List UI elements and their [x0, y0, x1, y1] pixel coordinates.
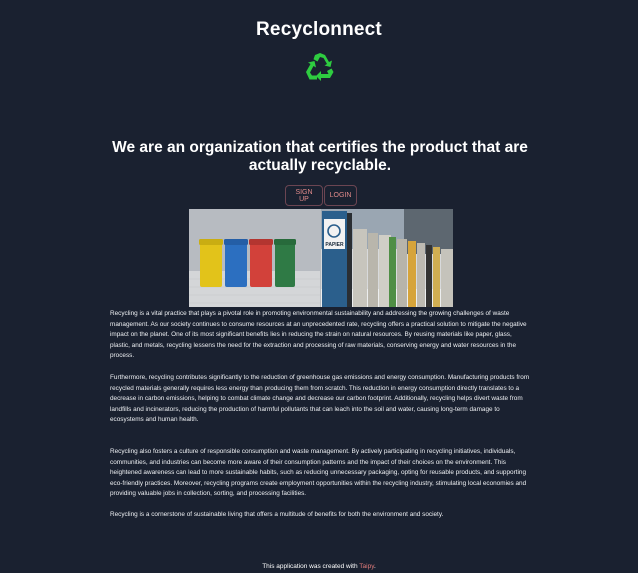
auth-buttons	[285, 185, 357, 206]
taipy-link[interactable]: Taipy	[359, 563, 374, 570]
bin-label: PAPIER	[325, 242, 344, 248]
signup-button[interactable]: SIGN UP	[285, 185, 323, 206]
recycling-bins-illustration	[189, 209, 453, 307]
paragraph: Recycling is a cornerstone of sustainable living that offers a multitude of benefits for both the environment and society.	[110, 511, 444, 518]
site-title: Recyclonnect	[256, 19, 382, 40]
login-button[interactable]: LOGIN	[324, 185, 357, 206]
recycle-icon	[303, 52, 337, 84]
paragraph: Recycling also fosters a culture of responsible consumption and waste management. By actively participating in recycling initiatives, individuals, communities, and industries can become more aware of their consumption patterns and the impact of their choices on the environment. This heightened awareness can lead to more sustainable habits, such as reducing unnecessary packaging, opting for reusable products, and supporting eco-friendly practices. Moreover, recycling programs create employment opportunities within the recycling industry, stimulating local economies and providing valuable jobs in collection, sorting, and processing facilities.	[110, 448, 527, 497]
hero-headline: We are an organization that certifies the product that are actually recyclable.	[112, 139, 528, 174]
footer	[0, 563, 638, 570]
footer-period: .	[373, 563, 376, 570]
footer-text: This application was created with	[262, 563, 360, 570]
recycling-bins-image	[189, 209, 453, 307]
paragraph: Furthermore, recycling contributes significantly to the reduction of greenhouse gas emissions and energy consumption. Manufacturing products from recycled materials generally requires less energy than producing them from scratch. This reduction in energy consumption directly translates to a decrease in carbon emissions, helping to combat climate change and decrease our carbon footprint. Additionally, recycling helps divert waste from landfills and incinerators, reducing the production of harmful pollutants that can leach into the soil and water, causing long-term damage to ecosystems and human health.	[110, 374, 530, 423]
paragraph: Recycling is a vital practice that plays a pivotal role in promoting environmental sustainability and addressing the growing challenges of waste management. As our society continues to consume resources at an unprecedented rate, recycling offers a practical solution to mitigate the negative impact on the planet. One of its most significant benefits lies in reducing the strain on natural resources. By reusing materials like paper, glass, plastic, and metals, recycling lessens the need for the extraction and processing of raw materials, conserving energy and water resources in the process.	[110, 310, 527, 359]
